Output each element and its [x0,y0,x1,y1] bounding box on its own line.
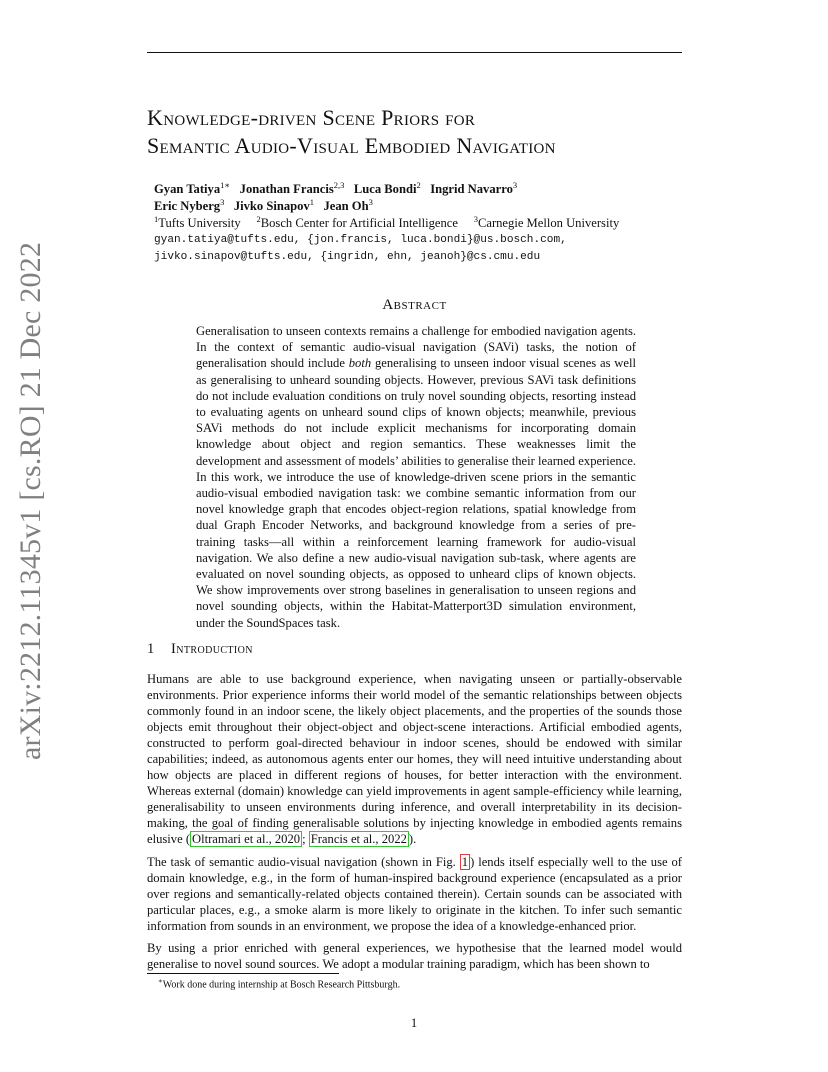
paragraph-text: The task of semantic audio-visual navigation (shown in Fig. [147,854,460,869]
paragraph [147,671,682,847]
author-affiliation: 2 [416,179,421,190]
author-line-1 [154,181,694,198]
author-affiliation: 3 [220,196,225,207]
author-affiliation: 1∗ [220,179,231,190]
author-name: Jonathan Francis [239,182,334,196]
email-line-1: gyan.tatiya@tufts.edu, {jon.francis, luca.bondi}@us.bosch.com, [154,234,567,246]
abstract-heading: Abstract [382,297,447,313]
affiliation-number: 2 [256,213,261,224]
section-title: Introduction [171,641,253,657]
author-affiliation: 3 [512,179,518,190]
abstract-part: generalising to unseen indoor visual scenes as well as generalising to unheard sounding objects. However, previous SAVi task definitions do not include evaluation conditions on truly novel sounding objects, resorting instead to evaluating agents on unheard sound clips of known objects; meanwhile, previous SAVi methods do not include explicit mechanisms for incorporating domain knowledge about object and region semantics. These weaknesses limit the development and assessment of models’ abilities to generalise their learned experience. In this work, we introduce the use of knowledge-driven scene priors in the semantic audio-visual embodied navigation task: we combine semantic information from our novel knowledge graph that encodes object-region relations, spatial knowledge from dual Graph Encoder Networks, and background knowledge from a series of pre-training tasks—all within a reinforcement learning framework for audio-visual navigation. We also define a new audio-visual navigation sub-task, where agents are evaluated on novel sounding objects, as opposed to unheard clips of known objects. We show improvements over strong baselines in generalisation to unseen regions and novel sounding objects, within the Habitat-Matterport3D simulation environment, under the SoundSpaces task. [196,356,636,630]
section-number: 1 [147,641,155,657]
author-affiliation: 1 [309,196,315,207]
figure-ref-link[interactable]: 1 [461,854,469,869]
author-line-2 [154,198,694,215]
paragraph-text: ). [408,832,417,846]
affiliation-name: Tufts University [158,216,241,230]
footnote [158,977,400,990]
footnote-text: Work done during internship at Bosch Research Pittsburgh. [162,979,401,991]
abstract-emphasis: both [348,356,372,371]
author-affiliation: 3 [368,196,373,207]
author-name: Luca Bondi [353,182,417,196]
affiliation-number: 3 [473,213,478,224]
section-heading [147,641,253,658]
affiliation-name: Carnegie Mellon University [477,216,620,230]
affiliation-number: 1 [154,213,159,224]
citation-link[interactable]: Francis et al., 2022 [310,832,407,846]
email-line-2: jivko.sinapov@tufts.edu, {ingridn, ehn, jeanoh}@cs.cmu.edu [154,251,541,263]
affiliation-name: Bosch Center for Artificial Intelligence [260,216,458,230]
paragraph [147,940,682,972]
page-number: 1 [410,1016,418,1030]
citation-link[interactable]: Oltramari et al., 2020 [192,832,301,846]
introduction-body [147,671,682,979]
footnote-rule [147,973,339,974]
paragraph-text: Humans are able to use background experience, when navigating unseen or partially-observable environments. Prior experience informs their world model of the semantic relationships between objects commonly found in an indoor scene, the likely object placements, and the properties of the sounds those objects emit throughout their object-object and object-scene interactions. Artificial embodied agents, constructed to perform goal-directed behaviour in indoor scenes, should be endowed with similar capabilities; indeed, as autonomous agents enter our homes, they will need intuitive understanding about how objects are placed in different regions of houses, for better interaction with the environment. Whereas external (domain) knowledge can yield improvements in agent sample-efficiency while learning, generalisability to unseen environments during inference, and overall interpretability in its decision-making, the goal of finding generalisable solutions by injecting knowledge in embodied agents remains elusive ( [147,672,682,846]
title-line-2: Semantic Audio-Visual Embodied Navigation [147,133,556,158]
author-name: Eric Nyberg [154,199,221,213]
paragraph-text: By using a prior enriched with general experiences, we hypothesise that the learned model would generalise to novel sound sources. We adopt a modular training paradigm, which has been shown to [147,941,682,971]
top-rule [147,52,682,53]
author-block [154,181,694,266]
paragraph-text: ) lends itself especially well to the use of domain knowledge, e.g., in the form of human-inspired background experience (encapsulated as a prior over regions and semantically-related objects contained therein). Certain sounds can be associated with particular places, e.g., a smoke alarm is more likely to originate in the kitchen. To infer such semantic information from sounds in an environment, we propose the idea of a knowledge-enhanced prior. [147,854,683,933]
paragraph [147,854,682,934]
author-name: Ingrid Navarro [430,182,513,196]
abstract-text [196,323,636,631]
author-name: Jean Oh [323,199,369,213]
author-name: Jivko Sinapov [233,199,310,213]
paper-title [147,104,707,160]
citation-separator: ; [302,832,309,846]
arxiv-watermark: arXiv:2212.11345v1 [cs.RO] 21 Dec 2022 [14,241,47,760]
affiliation-line [154,215,694,232]
abstract-part: Generalisation to unseen contexts remains a challenge for embodied navigation agents. In the context of semantic audio-visual navigation (SAVi) tasks, the notion of generalisation should include [196,324,636,371]
footnote-mark: ∗ [158,977,163,985]
title-line-1: Knowledge-driven Scene Priors for [147,105,476,130]
author-name: Gyan Tatiya [154,182,221,196]
author-affiliation: 2,3 [333,179,345,190]
